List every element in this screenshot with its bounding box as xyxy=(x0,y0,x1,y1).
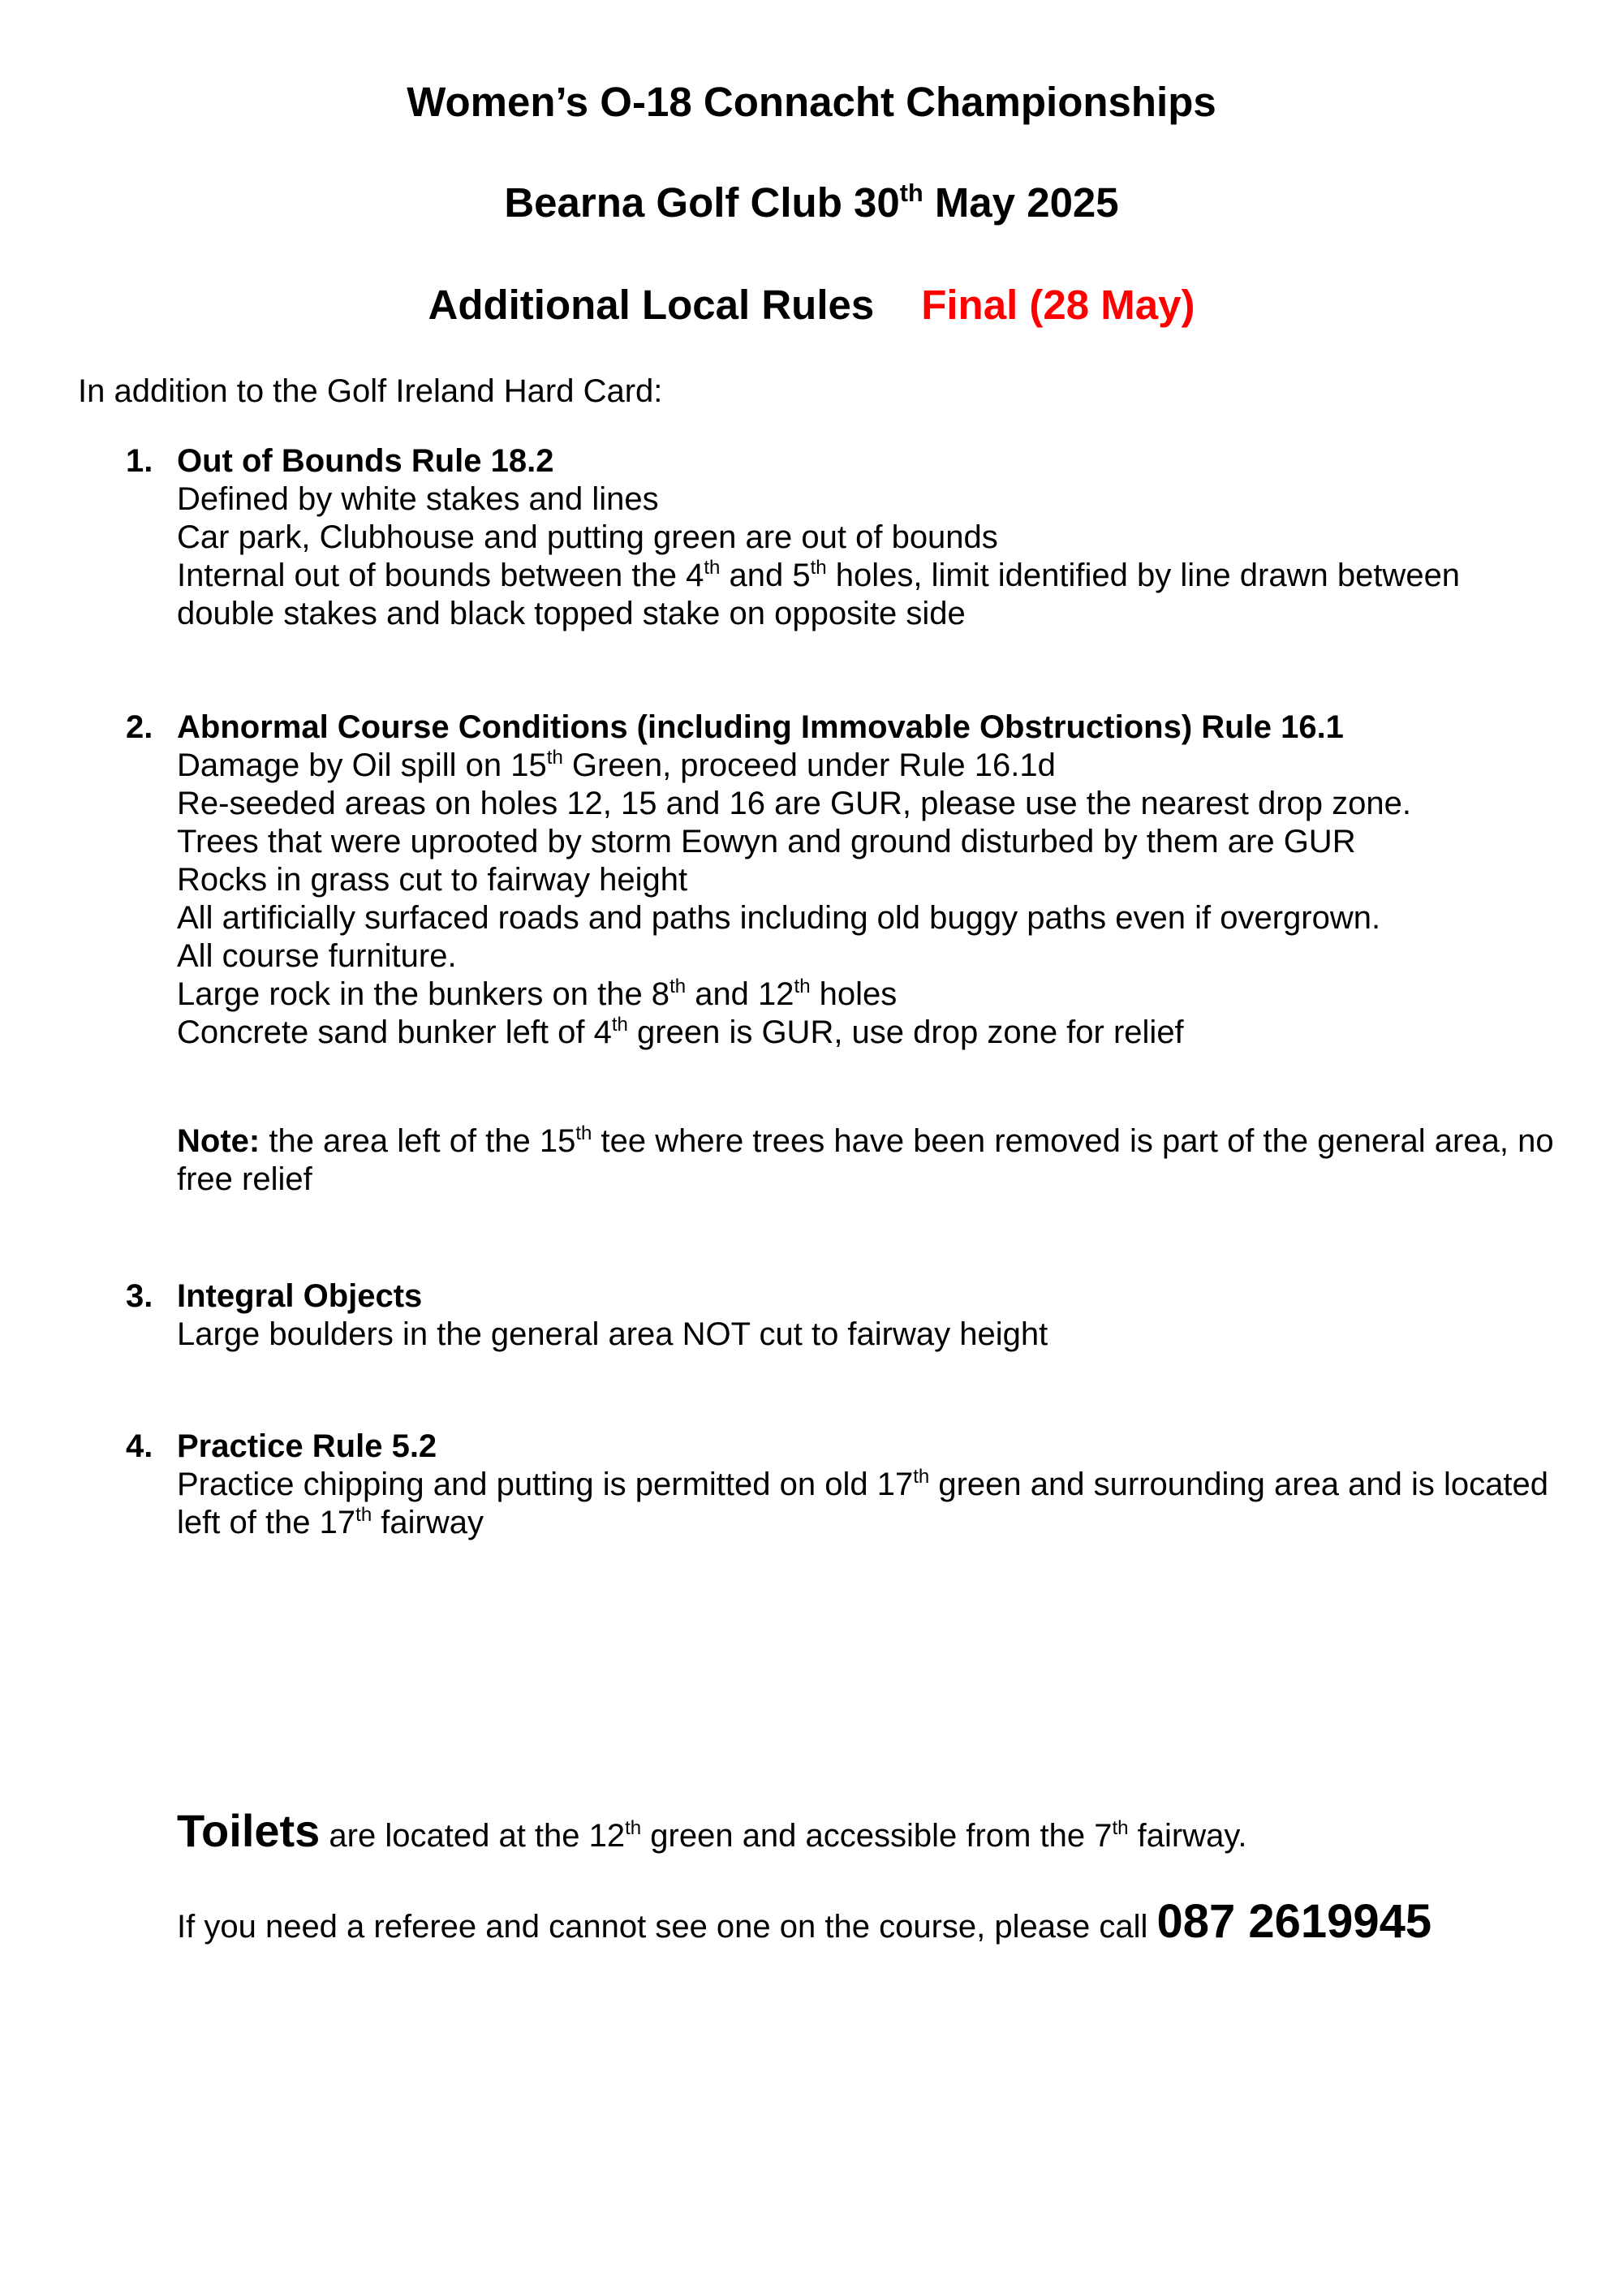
rule-line xyxy=(177,1014,1554,1052)
section-number: 3. xyxy=(126,1278,153,1314)
rule-line: Large boulders in the general area NOT cut to fairway height xyxy=(177,1316,1048,1352)
rule-text: Damage by Oil spill on 15 xyxy=(177,747,547,783)
rules-heading xyxy=(0,281,1623,330)
note-text: the area left of the 15 xyxy=(260,1123,576,1159)
toilets-text: fairway. xyxy=(1128,1818,1247,1854)
intro-text: In addition to the Golf Ireland Hard Card: xyxy=(78,373,663,409)
ordinal-suffix: th xyxy=(1112,1817,1129,1840)
toilets-text: are located at the 12 xyxy=(320,1818,626,1854)
rule-line: Rocks in grass cut to fairway height xyxy=(177,862,688,898)
rule-section-out-of-bounds xyxy=(126,442,1554,633)
rule-line xyxy=(177,976,1554,1014)
ordinal-suffix: th xyxy=(575,1122,592,1145)
ordinal-suffix: th xyxy=(899,179,923,208)
rule-text: Concrete sand bunker left of 4 xyxy=(177,1014,612,1050)
toilets-label: Toilets xyxy=(177,1805,321,1856)
rule-text: fairway xyxy=(372,1505,484,1540)
section-heading: Practice Rule 5.2 xyxy=(177,1428,437,1464)
referee-phone-number: 087 2619945 xyxy=(1156,1895,1432,1948)
rule-section-abnormal-course-conditions xyxy=(126,709,1554,1052)
venue-date-heading xyxy=(0,179,1623,227)
section-heading: Integral Objects xyxy=(177,1278,423,1314)
ordinal-suffix: th xyxy=(546,747,563,769)
rule-text: green is GUR, use drop zone for relief xyxy=(627,1014,1184,1050)
rule-section-practice xyxy=(126,1428,1554,1542)
section-heading: Abnormal Course Conditions (including Immovable Obstructions) Rule 16.1 xyxy=(177,709,1344,745)
section-body xyxy=(177,1428,1554,1542)
rule-line xyxy=(177,747,1554,785)
toilets-info xyxy=(177,1807,1246,1860)
section-number: 4. xyxy=(126,1428,153,1464)
referee-contact xyxy=(177,1895,1432,1951)
ordinal-suffix: th xyxy=(704,557,721,579)
rule-line: Defined by white stakes and lines xyxy=(177,481,659,517)
rule-text: Green, proceed under Rule 16.1d xyxy=(562,747,1056,783)
venue-date-text: Bearna Golf Club 30 xyxy=(504,179,900,226)
document-title: Women’s O-18 Connacht Championships xyxy=(407,79,1216,125)
rule-text: holes xyxy=(810,976,898,1012)
section-number: 1. xyxy=(126,443,153,479)
rule-text: and 12 xyxy=(686,976,794,1012)
ordinal-suffix: th xyxy=(794,976,811,998)
rule-text: holes, limit identified by line drawn between double stakes and black topped stake on opposite side xyxy=(177,558,1461,631)
rule-line: Car park, Clubhouse and putting green are out of bounds xyxy=(177,519,998,555)
section-body xyxy=(177,1277,1554,1354)
ordinal-suffix: th xyxy=(355,1504,372,1527)
venue-date-text: May 2025 xyxy=(923,179,1119,226)
status-label: Final (28 May) xyxy=(921,282,1195,328)
rules-heading-text: Additional Local Rules xyxy=(428,282,875,328)
ordinal-suffix: th xyxy=(913,1466,930,1488)
ordinal-suffix: th xyxy=(810,557,827,579)
rule-line xyxy=(177,557,1554,633)
section-number: 2. xyxy=(126,709,153,745)
rule-section-integral-objects xyxy=(126,1277,1554,1354)
note-label: Note: xyxy=(177,1123,260,1159)
rule-line xyxy=(177,1466,1554,1542)
section-body xyxy=(177,709,1554,1052)
referee-text: If you need a referee and cannot see one on the course, please call xyxy=(177,1909,1157,1945)
note-paragraph xyxy=(177,1122,1556,1199)
ordinal-suffix: th xyxy=(625,1817,642,1840)
rule-text: Large rock in the bunkers on the 8 xyxy=(177,976,670,1012)
section-body xyxy=(177,442,1554,633)
toilets-text: green and accessible from the 7 xyxy=(641,1818,1113,1854)
note-text: tee where trees have been removed is part of the general area, no free relief xyxy=(177,1123,1554,1197)
rule-text: and 5 xyxy=(720,558,811,593)
rule-text: green and surrounding area and is located left of the 17 xyxy=(177,1467,1549,1540)
rule-line: All artificially surfaced roads and paths including old buggy paths even if overgrown. xyxy=(177,900,1381,936)
ordinal-suffix: th xyxy=(669,976,687,998)
rule-line: Trees that were uprooted by storm Eowyn and ground disturbed by them are GUR xyxy=(177,824,1356,859)
rule-line: All course furniture. xyxy=(177,938,457,974)
rule-text: Practice chipping and putting is permitted on old 17 xyxy=(177,1467,914,1502)
rule-line: Re-seeded areas on holes 12, 15 and 16 are GUR, please use the nearest drop zone. xyxy=(177,786,1411,821)
ordinal-suffix: th xyxy=(611,1014,628,1036)
rule-text: Internal out of bounds between the 4 xyxy=(177,558,704,593)
section-heading: Out of Bounds Rule 18.2 xyxy=(177,443,554,479)
